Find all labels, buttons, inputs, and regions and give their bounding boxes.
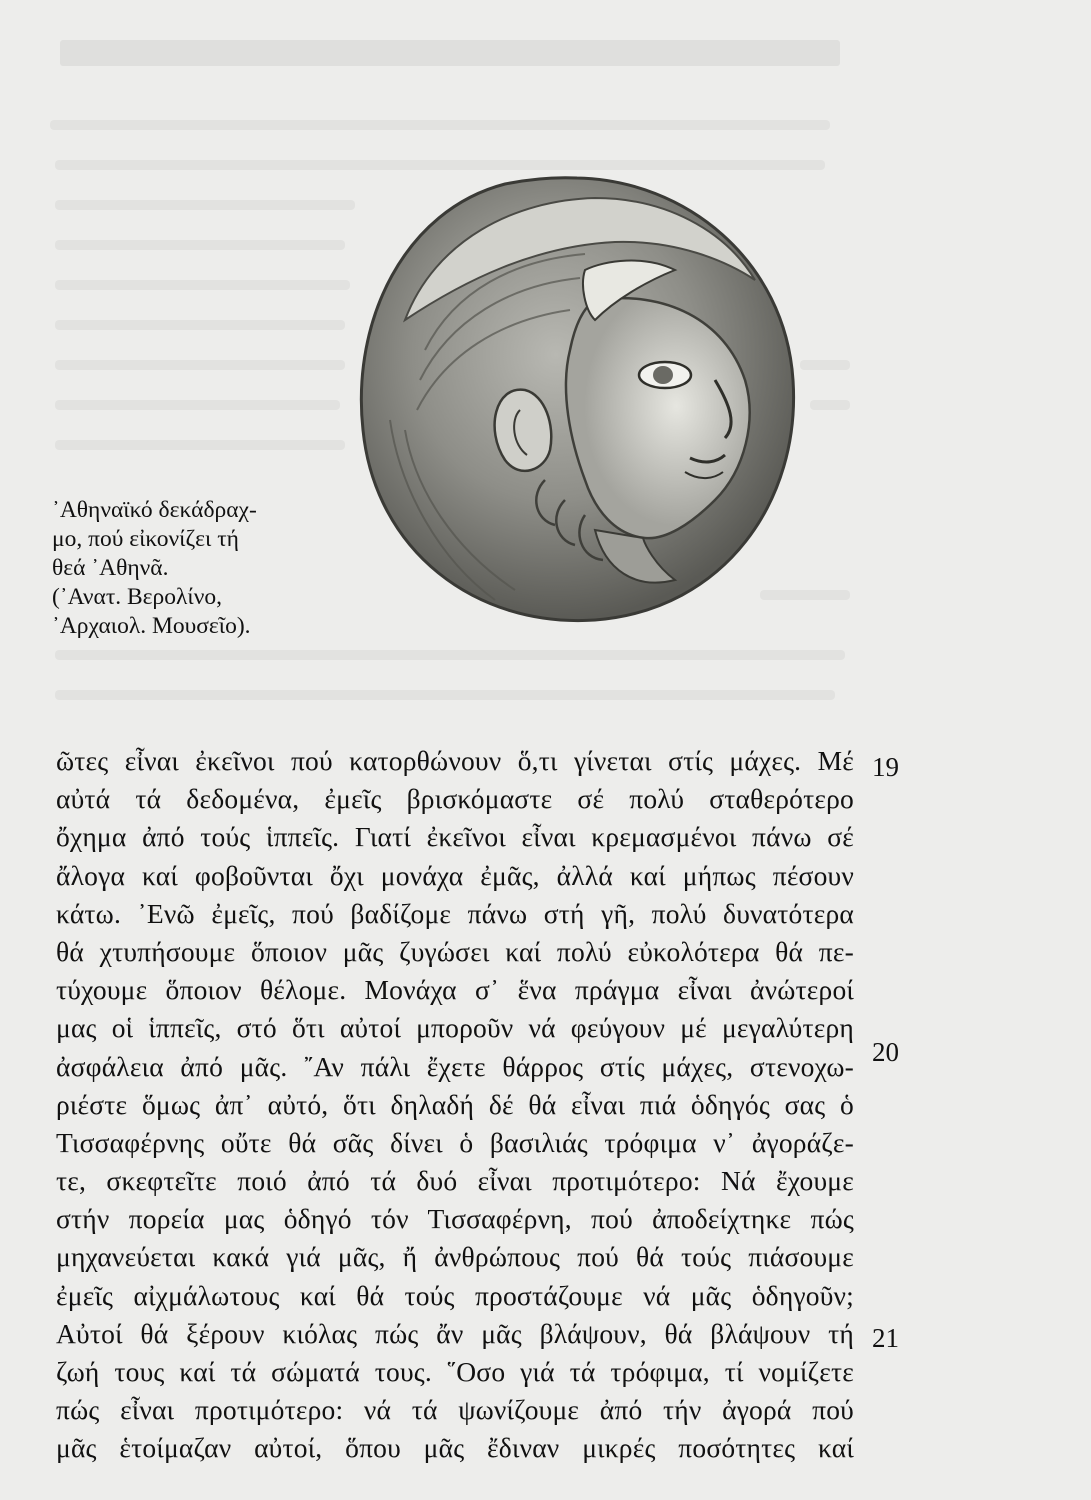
caption-line: θεά ᾿Αθηνᾶ. xyxy=(52,555,169,581)
text-line: ὄχημα ἀπό τούς ἱππεῖς. Γιατί ἐκεῖνοι εἶναι κρεμασμένοι πάνω σέ xyxy=(56,821,854,853)
text-line: Αὐτοί θά ξέρουν κιόλας πώς ἄν μᾶς βλάψουν, θά βλάψουν τή xyxy=(56,1317,854,1349)
text-line: μηχανεύεται κακά γιά μᾶς, ἤ ἀνθρώπους πού θά τούς πιάσουμε xyxy=(56,1241,854,1273)
text-line: Τισσαφέρνης οὔτε θά σᾶς δίνει ὁ βασιλιάς τρόφιμα ν᾿ ἀγοράζε- xyxy=(56,1126,854,1158)
section-number: 19 xyxy=(872,752,899,782)
text-line: αὐτά τά δεδομένα, ἐμεῖς βρισκόμαστε σέ πολύ σταθερότερο xyxy=(56,783,854,815)
text-line: κάτω. ᾿Ενῶ ἐμεῖς, πού βαδίζομε πάνω στή γῆ, πολύ δυνατότερα xyxy=(56,897,854,929)
section-number: 20 xyxy=(872,1037,899,1067)
caption-line: μο, πού εἰκονίζει τή xyxy=(52,526,239,552)
caption-line: (᾿Ανατ. Βερολίνο, xyxy=(52,584,222,610)
text-line: ἀσφάλεια ἀπό μᾶς. ῎Αν πάλι ἔχετε θάρρος στίς μάχες, στενοχω- xyxy=(56,1050,854,1082)
text-line: μᾶς ἑτοίμαζαν αὐτοί, ὅπου μᾶς ἔδιναν μικρές ποσότητες καί xyxy=(56,1432,854,1464)
text-line: ῶτες εἶναι ἐκεῖνοι πού κατορθώνουν ὅ,τι γίνεται στίς μάχες. Μέ xyxy=(56,745,854,776)
text-line: πώς εἶναι προτιμότερο: νά τά ψωνίζουμε ἀπό τήν ἀγορά πού xyxy=(56,1394,854,1426)
body-text xyxy=(56,742,854,1468)
text-line: στήν πορεία μας ὁδηγό τόν Τισσαφέρνη, πού ἀποδείχτηκε πώς xyxy=(56,1203,854,1235)
text-line: τε, σκεφτεῖτε ποιό ἀπό τά δυό εἶναι προτιμότερο: Νά ἔχουμε xyxy=(56,1165,854,1197)
text-line: ἐμεῖς αἰχμάλωτους καί θά τούς προστάζουμε νά μᾶς ὁδηγοῦν; xyxy=(56,1279,854,1311)
caption-line: ᾿Αρχαιολ. Μουσεῖο). xyxy=(52,613,251,639)
text-line: ἄλογα καί φοβοῦνται ὄχι μονάχα ἐμᾶς, ἀλλά καί μήπως πέσουν xyxy=(56,859,854,891)
text-line: τύχουμε ὅποιον θέλομε. Μονάχα σ᾿ ἕνα πράγμα εἶναι ἀνώτεροί xyxy=(56,974,854,1006)
section-number: 21 xyxy=(872,1323,899,1353)
coin-image xyxy=(345,170,803,628)
caption-line: ᾿Αθηναϊκό δεκάδραχ- xyxy=(52,497,257,523)
text-line: ζωή τους καί τά σώματά τους. ῞Οσο γιά τά τρόφιμα, τί νομίζετε xyxy=(56,1356,854,1387)
text-line: ριέστε ὅμως ἀπ᾿ αὐτό, ὅτι δηλαδή δέ θά εἶναι πιά ὁδηγός σας ὁ xyxy=(56,1088,854,1120)
text-line: θά χτυπήσουμε ὅποιον μᾶς ζυγώσει καί πολύ εὐκολότερα θά πε- xyxy=(56,935,854,967)
running-header-ghost xyxy=(60,40,840,66)
text-line: μας οἱ ἱππεῖς, στό ὅτι αὐτοί μποροῦν νά φεύγουν μέ μεγαλύτερη xyxy=(56,1012,854,1044)
figure-caption xyxy=(52,496,352,641)
